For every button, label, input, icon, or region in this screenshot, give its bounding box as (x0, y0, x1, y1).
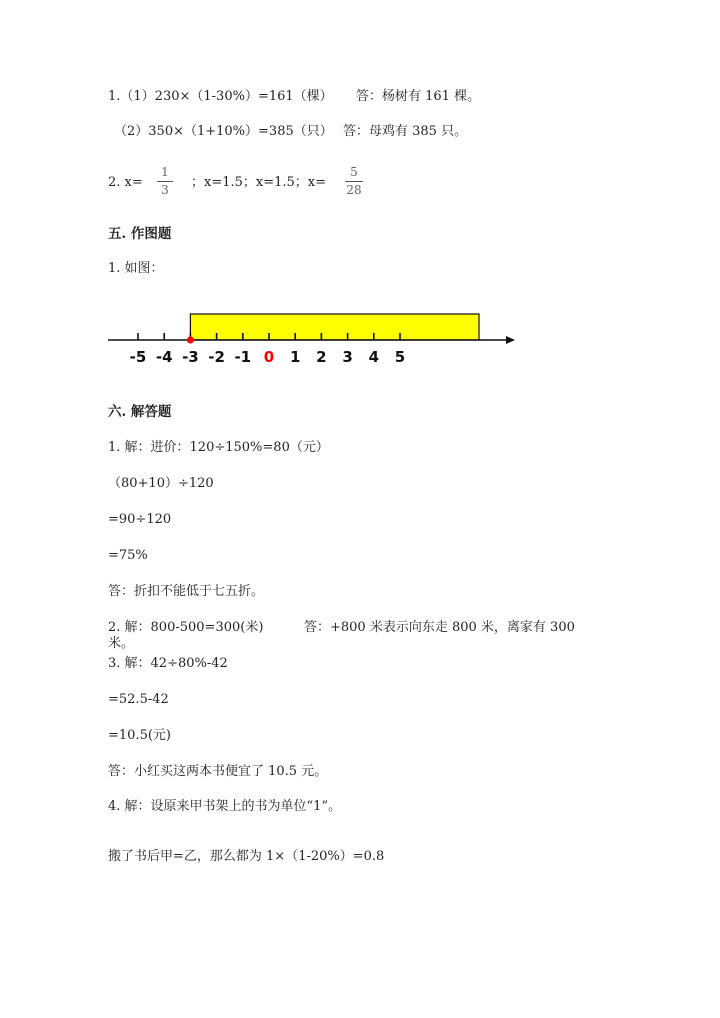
q3-answer: 答：小红买这两本书便宜了 10.5 元。 (108, 764, 328, 779)
fraction-one-third (155, 166, 175, 197)
fraction-bar (157, 181, 173, 182)
tick-labels-group (130, 348, 406, 366)
q2-calc: 2. 解：800-500=300(米) (108, 620, 264, 635)
fraction-numerator: 1 (161, 165, 169, 179)
tick-label: -1 (234, 348, 252, 366)
section-6-title: 六. 解答题 (108, 404, 172, 420)
tick-label: -3 (182, 348, 199, 366)
start-point-marker (187, 337, 194, 344)
fraction-five-28ths (343, 166, 365, 197)
fraction-denominator: 3 (161, 183, 169, 197)
q1a-calc: 1.（1）230×（1-30%）=161（棵） (108, 89, 333, 104)
q2-answer-cont: 米。 (108, 636, 135, 651)
tick-label: 1 (289, 348, 301, 366)
fraction-numerator: 5 (350, 165, 358, 179)
q2-prefix: 2. x= (108, 175, 143, 190)
tick-label: -5 (129, 348, 147, 366)
q2-answer: 答：+800 米表示向东走 800 米，离家有 300 (304, 620, 575, 635)
q3-line-2: =52.5-42 (108, 692, 169, 707)
tick-label: 4 (368, 348, 380, 366)
q1-line-3: =90÷120 (108, 512, 172, 527)
fraction-denominator: 28 (346, 183, 362, 197)
q1-line-2: （80+10）÷120 (108, 476, 214, 491)
q1-answer: 答：折扣不能低于七五折。 (108, 584, 265, 599)
tick-label: 2 (316, 348, 327, 366)
q1-line-1: 1. 解：进价：120÷150%=80（元） (108, 440, 329, 455)
tick-label: -2 (208, 348, 225, 366)
q3-line-1: 3. 解：42÷80%-42 (108, 656, 228, 671)
q3-line-3: =10.5(元) (108, 728, 171, 743)
section-5-title: 五. 作图题 (108, 226, 172, 242)
q4-line-2: 搬了书后甲=乙，那么都为 1×（1-20%）=0.8 (108, 849, 385, 864)
tick-label: 5 (394, 348, 406, 366)
q4-line-1: 4. 解：设原来甲书架上的书为单位“1”。 (108, 799, 342, 814)
q1a-answer: 答：杨树有 161 棵。 (356, 89, 481, 104)
q1b-answer: 答：母鸡有 385 只。 (343, 124, 468, 139)
tick-label: -4 (155, 348, 173, 366)
q1-line-4: =75% (108, 548, 148, 563)
tick-label: 3 (342, 348, 353, 366)
section-5-q1: 1. 如图： (108, 261, 164, 276)
axis-arrowhead (506, 336, 515, 344)
fraction-bar (345, 181, 363, 182)
tick-label: 0 (263, 348, 275, 366)
number-line-figure (108, 305, 528, 375)
q1b-calc: （2）350×（1+10%）=385（只） (114, 124, 333, 139)
q2-middle: ；x=1.5；x=1.5；x= (191, 175, 327, 190)
highlight-bar (190, 314, 479, 340)
